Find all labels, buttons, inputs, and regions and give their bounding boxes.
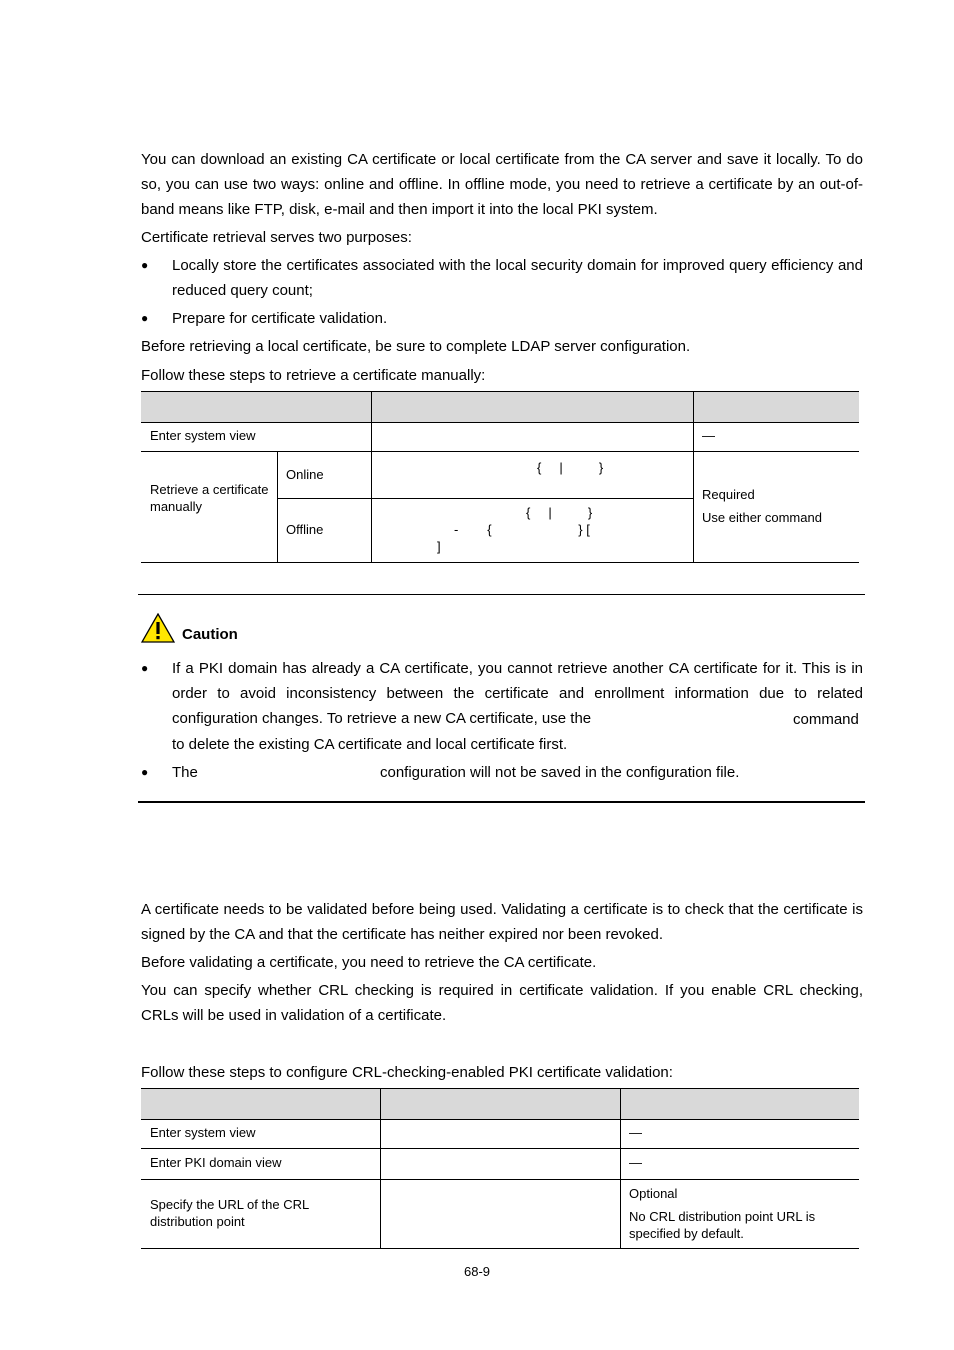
- validate-p1: A certificate needs to be validated before being used. Validating a certificate is to check that the certificate is signed by the CA and that the certificate has neither expired nor been revoked.: [141, 901, 863, 943]
- bullet-icon: ●: [141, 661, 149, 675]
- table-cell: Required: [702, 487, 755, 502]
- command-text: ]: [437, 539, 441, 554]
- table-header: [141, 1089, 859, 1119]
- table-cell: Use either command: [702, 510, 822, 525]
- caution-item-2: The: [172, 764, 198, 781]
- caution-top-rule: [138, 594, 865, 595]
- table-cell: —: [629, 1125, 642, 1140]
- page-number: 68-9: [463, 1264, 491, 1279]
- command-text: { | }: [537, 460, 604, 475]
- caution-bottom-rule: [138, 801, 865, 803]
- command-text: { | }: [526, 505, 593, 520]
- caution-item-1-cont: to delete the existing CA certificate and local certificate first.: [172, 736, 568, 753]
- ldap-note: Before retrieving a local certificate, be sure to complete LDAP server configuration.: [141, 338, 691, 355]
- table-cell: Enter system view: [150, 428, 256, 443]
- caution-text: configuration will not be saved in the configuration file.: [380, 764, 740, 781]
- validate-p3: You can specify whether CRL checking is required in certificate validation. If you enable CRL checking, CRLs will be used in validation of a certificate.: [141, 982, 863, 1024]
- caution-title: Caution: [182, 626, 238, 643]
- table-cell: Enter system view: [150, 1125, 256, 1140]
- table-cell: Retrieve a certificate manually: [150, 482, 269, 514]
- steps-intro-validate: Follow these steps to configure CRL-checking-enabled PKI certificate validation:: [141, 1064, 673, 1081]
- table-cell: No CRL distribution point URL is specified by default.: [629, 1209, 816, 1241]
- table-cell: —: [702, 428, 715, 443]
- caution-text: command: [793, 711, 859, 728]
- command-text: - { } [: [454, 522, 590, 537]
- caution-item-1: If a PKI domain has already a CA certificate, you cannot retrieve another CA certificate for it. This is in order to avoid inconsistency between the certificate and enrollment information due to related configuration changes. To retrieve a new CA certificate, use the: [172, 660, 863, 727]
- table-cell: Offline: [286, 522, 324, 537]
- table-cell: Specify the URL of the CRL distribution point: [150, 1197, 309, 1229]
- table-cell: —: [629, 1155, 642, 1170]
- validate-p2: Before validating a certificate, you need to retrieve the CA certificate.: [141, 954, 597, 971]
- table-cell: Online: [286, 467, 324, 482]
- table-cell: Enter PKI domain view: [150, 1155, 282, 1170]
- purpose-item: Prepare for certificate validation.: [172, 310, 388, 327]
- purposes-intro: Certificate retrieval serves two purposes:: [141, 229, 412, 246]
- steps-intro-retrieve: Follow these steps to retrieve a certificate manually:: [141, 367, 486, 384]
- bullet-icon: ●: [141, 765, 149, 779]
- purpose-item: Locally store the certificates associated with the local security domain for improved query efficiency and reduced query count;: [172, 257, 863, 299]
- table-header: [141, 392, 859, 422]
- warning-icon: [141, 613, 175, 643]
- bullet-icon: ●: [141, 258, 149, 272]
- bullet-icon: ●: [141, 311, 149, 325]
- retrieve-intro: You can download an existing CA certificate or local certificate from the CA server and save it locally. To do so, you can use two ways: online and offline. In offline mode, you need to retrieve a certificate by an out-of-band means like FTP, disk, e-mail and then import it into the local PKI system.: [141, 151, 863, 218]
- table-cell: Optional: [629, 1186, 678, 1201]
